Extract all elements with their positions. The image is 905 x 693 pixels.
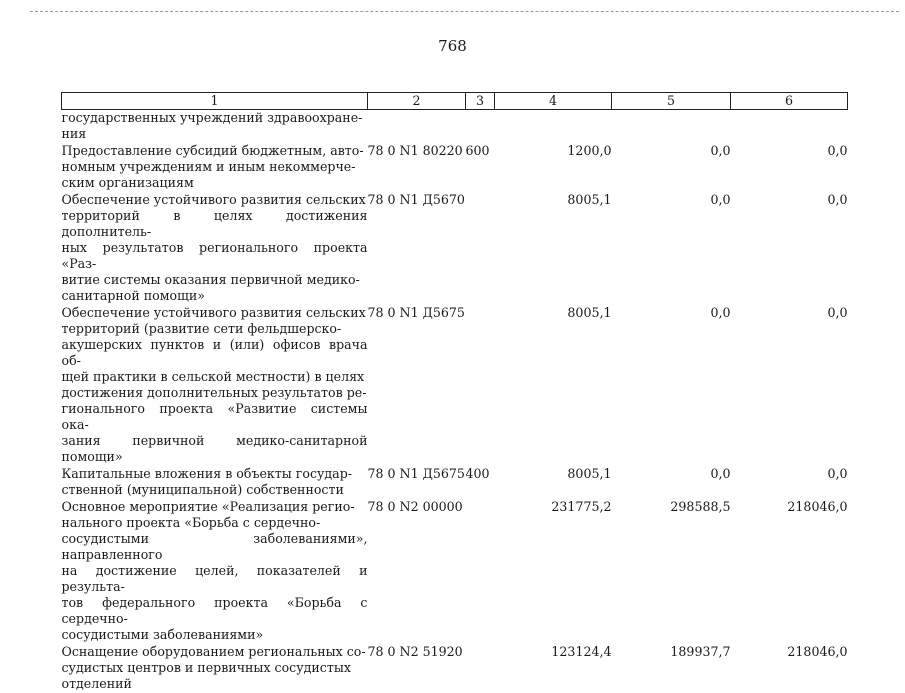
row-value-2: 0,0 xyxy=(612,143,731,192)
table-row xyxy=(62,192,848,305)
row-code: 78 0 N1 Д5670 xyxy=(368,192,466,305)
row-expense-type: 400 xyxy=(466,466,495,499)
table-row xyxy=(62,499,848,644)
row-code xyxy=(368,110,466,144)
row-name: Обеспечение устойчивого развития сельских территорий (развитие сети фельдшерско- акушерских пунктов и (или) офисов врача об- щей практики в сельской местности) в целях достижения дополнительных результатов ре- гионального проекта «Развитие системы ока- зания первичной медико-санитарной помощи» xyxy=(62,305,368,466)
row-name: Обеспечение устойчивого развития сельских территорий в целях достижения дополнитель- ных результатов регионального проекта «Раз- витие системы оказания первичной медико- санитарной помощи» xyxy=(62,192,368,305)
row-value-2: 0,0 xyxy=(612,192,731,305)
row-expense-type xyxy=(466,192,495,305)
row-value-3: 0,0 xyxy=(731,143,848,192)
row-expense-type xyxy=(466,110,495,144)
row-value-1: 8005,1 xyxy=(495,192,612,305)
row-value-3: 0,0 xyxy=(731,305,848,466)
page-number: 768 xyxy=(0,37,905,55)
page-edge xyxy=(30,11,899,12)
row-code: 78 0 N1 Д5675 xyxy=(368,305,466,466)
table-row xyxy=(62,143,848,192)
table-row xyxy=(62,466,848,499)
table-body xyxy=(62,110,848,693)
header-col-6: 6 xyxy=(731,93,848,110)
row-value-2: 0,0 xyxy=(612,466,731,499)
row-value-3: 218046,0 xyxy=(731,499,848,644)
row-value-1: 123124,4 xyxy=(495,644,612,693)
row-value-2 xyxy=(612,110,731,144)
row-value-2: 0,0 xyxy=(612,305,731,466)
row-code: 78 0 N2 51920 xyxy=(368,644,466,693)
row-name: Оснащение оборудованием региональных со- судистых центров и первичных сосудистых отделений xyxy=(62,644,368,693)
row-expense-type: 600 xyxy=(466,143,495,192)
header-row xyxy=(62,93,848,110)
row-value-3: 0,0 xyxy=(731,466,848,499)
row-code: 78 0 N1 80220 xyxy=(368,143,466,192)
row-value-3 xyxy=(731,110,848,144)
row-code: 78 0 N1 Д5675 xyxy=(368,466,466,499)
row-value-1: 1200,0 xyxy=(495,143,612,192)
table-row xyxy=(62,110,848,144)
row-expense-type xyxy=(466,644,495,693)
row-value-2: 298588,5 xyxy=(612,499,731,644)
table-row xyxy=(62,305,848,466)
row-expense-type xyxy=(466,499,495,644)
row-name: Капитальные вложения в объекты государ- ственной (муниципальной) собственности xyxy=(62,466,368,499)
header-col-4: 4 xyxy=(495,93,612,110)
row-name: Основное мероприятие «Реализация регио- нального проекта «Борьба с сердечно- сосудистыми заболеваниями», направленного на достижение целей, показателей и результа- тов федерального проекта «Борьба с сердечно- сосудистыми заболеваниями» xyxy=(62,499,368,644)
row-value-1: 8005,1 xyxy=(495,305,612,466)
row-value-1: 8005,1 xyxy=(495,466,612,499)
row-name: государственных учреждений здравоохране- ния xyxy=(62,110,368,144)
header-col-2: 2 xyxy=(368,93,466,110)
header-col-1: 1 xyxy=(62,93,368,110)
row-expense-type xyxy=(466,305,495,466)
row-value-1: 231775,2 xyxy=(495,499,612,644)
row-value-3: 0,0 xyxy=(731,192,848,305)
header-col-5: 5 xyxy=(612,93,731,110)
row-code: 78 0 N2 00000 xyxy=(368,499,466,644)
row-value-3: 218046,0 xyxy=(731,644,848,693)
row-value-2: 189937,7 xyxy=(612,644,731,693)
row-name: Предоставление субсидий бюджетным, авто- номным учреждениям и иным некоммерче- ским организациям xyxy=(62,143,368,192)
row-value-1 xyxy=(495,110,612,144)
budget-table xyxy=(61,92,848,693)
table-row xyxy=(62,644,848,693)
header-col-3: 3 xyxy=(466,93,495,110)
